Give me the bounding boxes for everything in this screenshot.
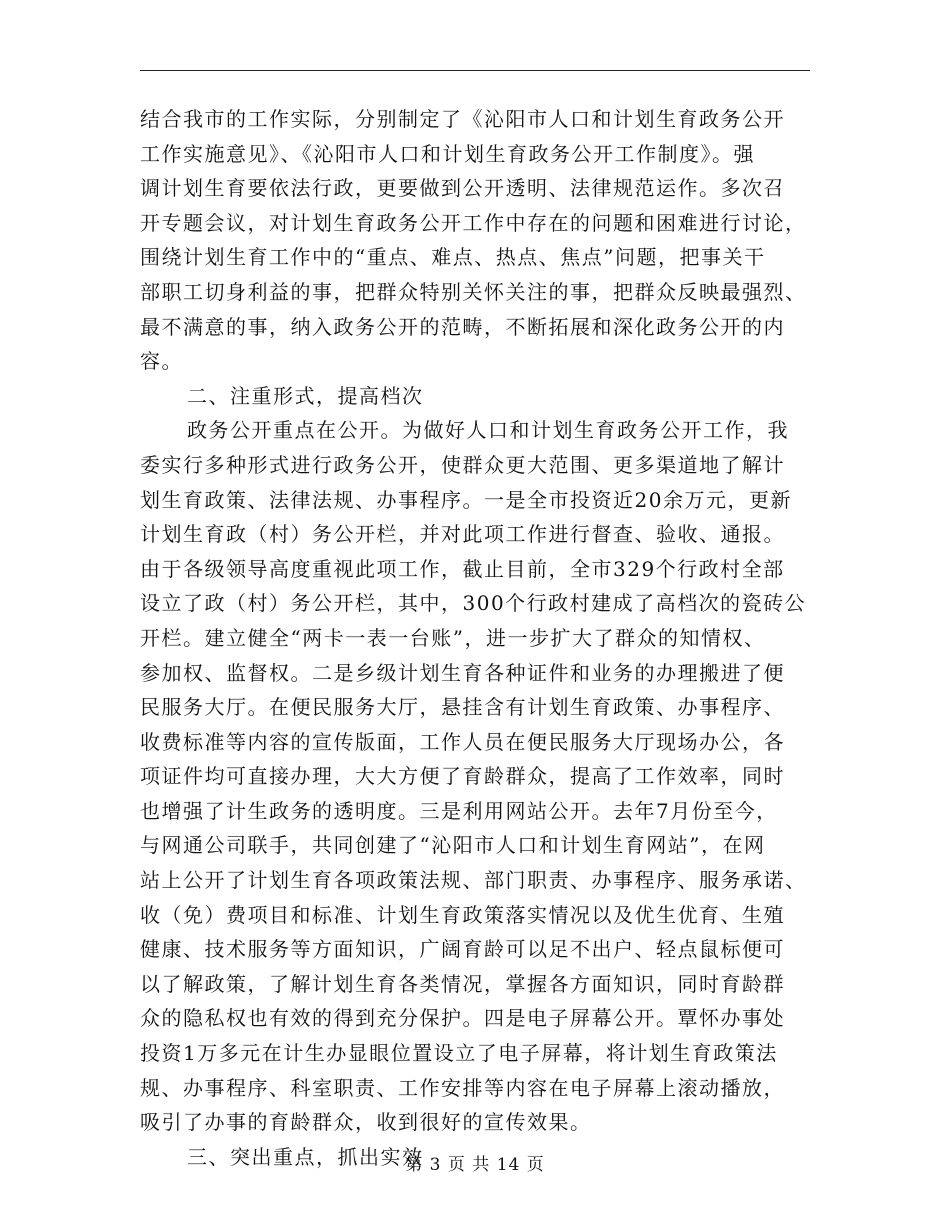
section-heading: 三、突出重点，抓出实效 — [187, 1144, 424, 1169]
paragraph-line: 也增强了计生政务的透明度。三是利用网站公开。去年7月份至今， — [140, 798, 778, 823]
section-heading: 二、注重形式，提高档次 — [187, 383, 424, 408]
paragraph-line: 委实行多种形式进行政务公开，使群众更大范围、更多渠道地了解计 — [140, 452, 785, 477]
paragraph-line: 容。 — [140, 349, 183, 374]
paragraph-line: 工作实施意见》、《沁阳市人口和计划生育政务公开工作制度》。强 — [140, 141, 755, 166]
paragraph-line: 收费标准等内容的宣传版面，工作人员在便民服务大厅现场办公，各 — [140, 729, 785, 754]
page-footer: 第 3 页 共 14 页 — [405, 1155, 545, 1175]
paragraph-line: 由于各级领导高度重视此项工作，截止目前，全市329个行政村全部 — [140, 556, 785, 581]
paragraph-line: 开栏。建立健全“两卡一表一台账”，进一步扩大了群众的知情权、 — [140, 625, 766, 650]
paragraph-line: 设立了政（村）务公开栏，其中，300个行政村建成了高档次的瓷砖公 — [140, 591, 807, 616]
paragraph-line: 开专题会议，对计划生育政务公开工作中存在的问题和困难进行讨论， — [140, 210, 807, 235]
paragraph-line: 参加权、监督权。二是乡级计划生育各种证件和业务的办理搬进了便 — [140, 660, 785, 685]
paragraph-line: 投资1万多元在计生办显眼位置设立了电子屏幕，将计划生育政策法 — [140, 1041, 778, 1066]
paragraph-line: 收（免）费项目和标准、计划生育政策落实情况以及优生优育、生殖 — [140, 902, 785, 927]
paragraph-line: 划生育政策、法律法规、办事程序。一是全市投资近20余万元，更新 — [140, 487, 792, 512]
paragraph-line: 最不满意的事，纳入政务公开的范畴，不断拓展和深化政务公开的内 — [140, 314, 785, 339]
document-body — [140, 102, 812, 1174]
paragraph-line: 规、办事程序、科室职责、工作安排等内容在电子屏幕上滚动播放， — [140, 1075, 785, 1100]
paragraph-line: 以了解政策，了解计划生育各类情况，掌握各方面知识，同时育龄群 — [140, 971, 785, 996]
paragraph-line: 计划生育政（村）务公开栏，并对此项工作进行督查、验收、通报。 — [140, 522, 785, 547]
header-rule — [140, 70, 810, 71]
paragraph-line: 项证件均可直接办理，大大方便了育龄群众，提高了工作效率，同时 — [140, 764, 785, 789]
paragraph-line: 站上公开了计划生育各项政策法规、部门职责、办事程序、服务承诺、 — [140, 868, 807, 893]
paragraph-line: 围绕计划生育工作中的“重点、难点、热点、焦点”问题，把事关干 — [140, 245, 766, 270]
paragraph-line: 吸引了办事的育龄群众，收到很好的宣传效果。 — [140, 1110, 592, 1135]
paragraph-line: 健康、技术服务等方面知识，广阔育龄可以足不出户、轻点鼠标便可 — [140, 937, 785, 962]
paragraph-line: 部职工切身利益的事，把群众特别关怀关注的事，把群众反映最强烈、 — [140, 279, 807, 304]
paragraph-line: 众的隐私权也有效的得到充分保护。四是电子屏幕公开。覃怀办事处 — [140, 1006, 785, 1031]
paragraph-line: 结合我市的工作实际，分别制定了《沁阳市人口和计划生育政务公开 — [140, 107, 785, 131]
paragraph-line: 与网通公司联手，共同创建了“沁阳市人口和计划生育网站”，在网 — [140, 833, 766, 858]
paragraph-line: 调计划生育要依法行政，更要做到公开透明、法律规范运作。多次召 — [140, 176, 785, 201]
paragraph-line: 民服务大厅。在便民服务大厅，悬挂含有计划生育政策、办事程序、 — [140, 695, 785, 720]
paragraph-line: 政务公开重点在公开。为做好人口和计划生育政务公开工作，我 — [187, 418, 789, 443]
